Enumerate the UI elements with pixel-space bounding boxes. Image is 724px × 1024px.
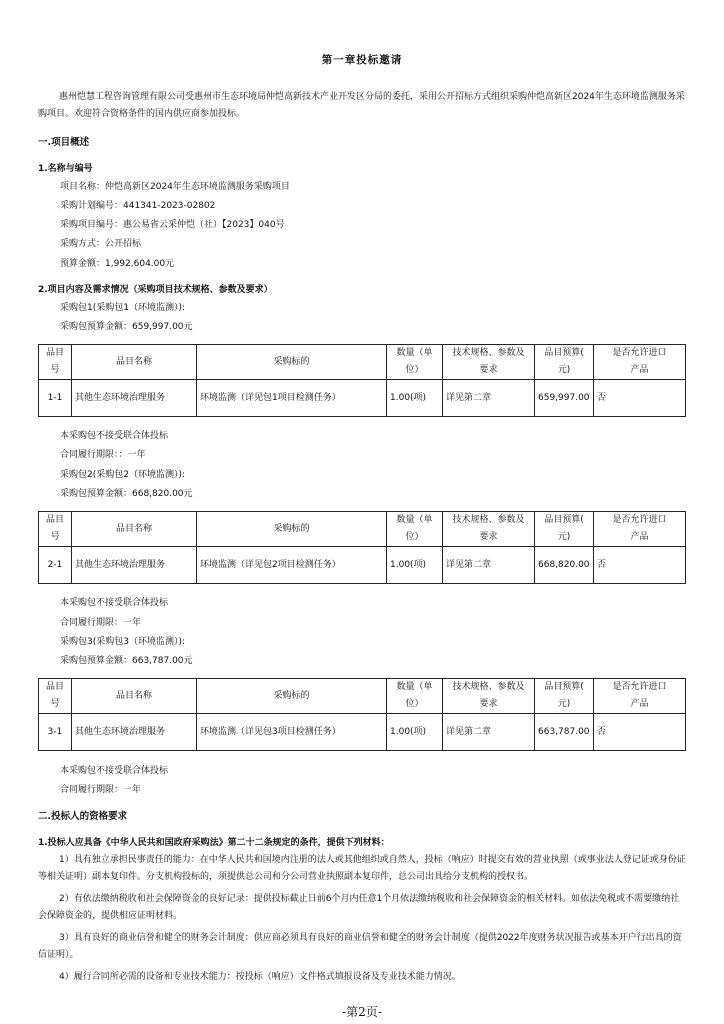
cell-spec: 详见第二章 [443, 714, 535, 751]
qualification-item-2: 2）有依法缴纳税收和社会保障资金的良好记录：提供投标截止日前6个月内任意1个月依法缴纳税收和社会保障资金的相关材料。如依法免税或不需要缴纳社会保障资金的，提供相应证明材料。 [38, 894, 680, 921]
header-budget: 品目预算( 元) [535, 345, 594, 380]
header-item-no: 品目 号 [39, 679, 72, 714]
cell-target: 环境监测（详见包1项目检测任务） [197, 380, 387, 417]
header-budget: 品目预算( 元) [535, 679, 594, 714]
header-quantity: 数量（单 位） [387, 345, 443, 380]
procurement-method: 采购方式：公开招标 [60, 239, 142, 249]
package-note: 本采购包不接受联合体投标 [60, 431, 169, 441]
package-table [38, 344, 686, 417]
cell-import: 否 [594, 380, 686, 417]
header-target: 采购标的 [197, 679, 387, 714]
cell-spec: 详见第二章 [443, 547, 535, 584]
package-table [38, 511, 686, 584]
package-contract-term: 合同履行期限：：一年 [60, 450, 146, 460]
header-spec: 技术规格、参数及 要求 [443, 679, 535, 714]
qualification-item-1: 1）具有独立承担民事责任的能力：在中华人民共和国境内注册的法人或其他组织或自然人，投标（响应）时提交有效的营业执照（或事业法人登记证或身份证等相关证明）副本复印件。分支机构投标的，须提供总公司和分公司营业执照副本复印件，总公司出具给分支机构的授权书。 [38, 855, 686, 882]
cell-import: 否 [594, 714, 686, 751]
page-number: -第2页- [342, 1005, 382, 1019]
table-header-row [39, 345, 686, 380]
cell-item-name: 其他生态环境治理服务 [72, 380, 197, 417]
header-import: 是否允许进口 产品 [594, 345, 686, 380]
name-and-number-heading: 1.名称与编号 [38, 164, 93, 174]
header-quantity: 数量（单 位） [387, 679, 443, 714]
package-budget: 采购包预算金额：659,997.00元 [60, 322, 193, 332]
package-table [38, 678, 686, 751]
cell-quantity: 1.00(项) [387, 380, 443, 417]
cell-item-no: 3-1 [39, 714, 72, 751]
cell-quantity: 1.00(项) [387, 714, 443, 751]
header-item-no: 品目 号 [39, 512, 72, 547]
header-spec: 技术规格、参数及 要求 [443, 345, 535, 380]
package-label: 采购包3(采购包3（环境监测）): [60, 637, 186, 647]
cell-import: 否 [594, 547, 686, 584]
budget-amount: 预算金额：1,992,604.00元 [60, 259, 175, 269]
plan-number: 采购计划编号：441341-2023-02802 [60, 201, 216, 211]
project-number: 采购项目编号：惠公易省云采仲恺（社）【2023】040号 [60, 220, 285, 230]
table-row [39, 714, 686, 751]
project-content-heading: 2.项目内容及需求情况（采购项目技术规格、参数及要求） [38, 285, 273, 295]
table-header-row [39, 512, 686, 547]
qualification-item-4: 4）履行合同所必需的设备和专业技术能力：按投标（响应）文件格式填报设备及专业技术能力情况。 [59, 972, 461, 982]
header-target: 采购标的 [197, 512, 387, 547]
cell-item-no: 1-1 [39, 380, 72, 417]
cell-budget: 663,787.00 [535, 714, 594, 751]
cell-quantity: 1.00(项) [387, 547, 443, 584]
qualification-item-3: 3）具有良好的商业信誉和健全的财务会计制度：供应商必须具有良好的商业信誉和健全的财务会计制度（提供2022年度财务状况报告或基本开户行出具的资信证明）。 [38, 933, 682, 960]
cell-item-name: 其他生态环境治理服务 [72, 714, 197, 751]
package-contract-term: 合同履行期限：一年 [60, 618, 142, 628]
header-quantity: 数量（单 位） [387, 512, 443, 547]
cell-target: 环境监测（详见包3项目检测任务） [197, 714, 387, 751]
cell-spec: 详见第二章 [443, 380, 535, 417]
package-budget: 采购包预算金额：668,820.00元 [60, 489, 193, 499]
cell-item-no: 2-1 [39, 547, 72, 584]
package-note: 本采购包不接受联合体投标 [60, 598, 169, 608]
table-header-row [39, 679, 686, 714]
header-item-name: 品目名称 [72, 679, 197, 714]
header-import: 是否允许进口 产品 [594, 679, 686, 714]
cell-target: 环境监测（详见包2项目检测任务） [197, 547, 387, 584]
table-row [39, 380, 686, 417]
table-row [39, 547, 686, 584]
chapter-title: 第一章投标邀请 [321, 54, 403, 66]
cell-item-name: 其他生态环境治理服务 [72, 547, 197, 584]
qualification-heading: 1.投标人应具备《中华人民共和国政府采购法》第二十二条规定的条件，提供下列材料： [38, 838, 390, 848]
header-item-name: 品目名称 [72, 345, 197, 380]
package-budget: 采购包预算金额：663,787.00元 [60, 656, 193, 666]
package-note: 本采购包不接受联合体投标 [60, 766, 169, 776]
package-label: 采购包1(采购包1（环境监测）): [60, 303, 186, 313]
intro-paragraph: 惠州恺慧工程咨询管理有限公司受惠州市生态环境局仲恺高新技术产业开发区分局的委托，采用公开招标方式组织采购仲恺高新区2024年生态环境监测服务采购项目。欢迎符合资格条件的国内供应商参加投标。 [38, 92, 685, 119]
header-spec: 技术规格、参数及 要求 [443, 512, 535, 547]
header-import: 是否允许进口 产品 [594, 512, 686, 547]
header-item-name: 品目名称 [72, 512, 197, 547]
header-budget: 品目预算( 元) [535, 512, 594, 547]
header-target: 采购标的 [197, 345, 387, 380]
cell-budget: 659,997.00 [535, 380, 594, 417]
cell-budget: 668,820.00 [535, 547, 594, 584]
package-label: 采购包2(采购包2（环境监测）): [60, 470, 186, 480]
section1-heading: 一.项目概述 [38, 137, 90, 148]
package-contract-term: 合同履行期限：一年 [60, 785, 142, 795]
section2-heading: 二.投标人的资格要求 [38, 811, 128, 822]
project-name: 项目名称：仲恺高新区2024年生态环境监测服务采购项目 [60, 182, 290, 192]
header-item-no: 品目 号 [39, 345, 72, 380]
